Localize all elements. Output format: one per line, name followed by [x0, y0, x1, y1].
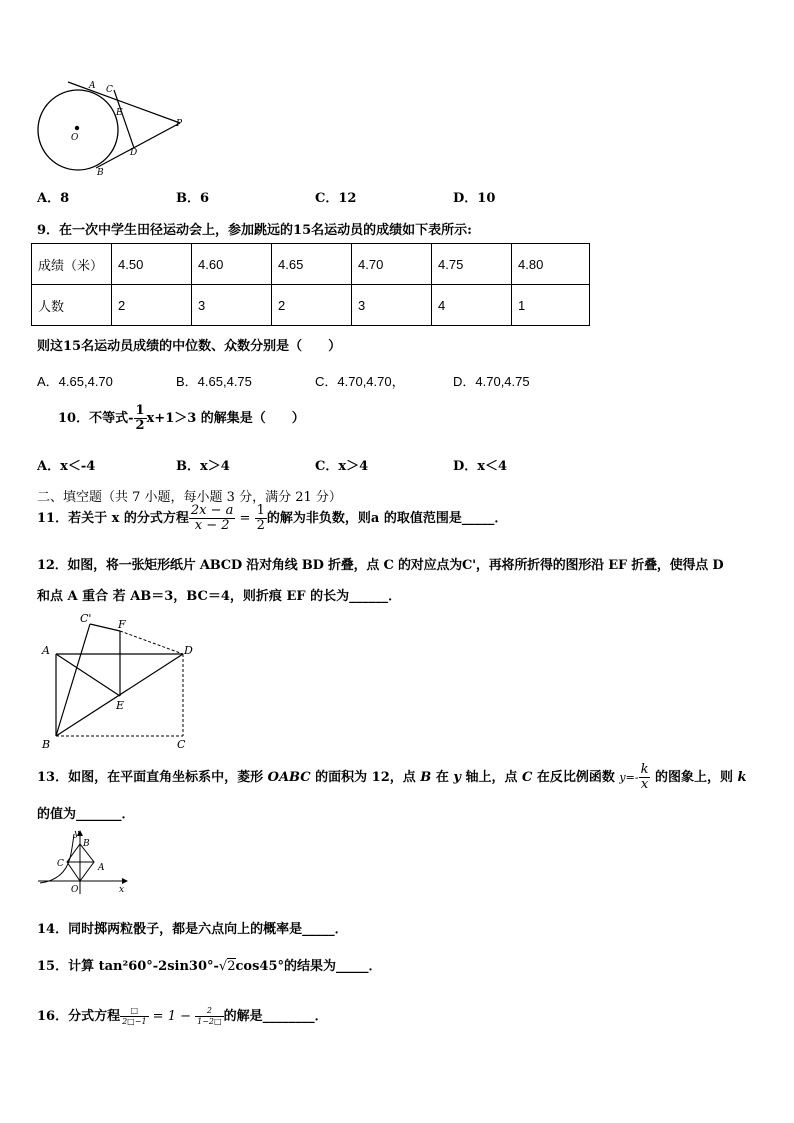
- q13-fn-prefix: y=-: [619, 771, 639, 784]
- q11-eq: =: [235, 511, 255, 526]
- table-cell: 4.70: [352, 244, 432, 285]
- q11-prefix: 11．若关于 x 的分式方程: [37, 511, 189, 526]
- q11-rhs-num: 1: [256, 503, 265, 518]
- q13-label-o: O: [71, 885, 79, 895]
- q13-point-b: B: [420, 770, 432, 785]
- q13-label-a: A: [98, 863, 105, 873]
- q15-prefix: 15．计算 tan²60°-2sin30°-: [37, 959, 219, 974]
- q13-text-c: 在: [431, 770, 454, 785]
- q8-label-d: D: [130, 148, 138, 158]
- q8-option-d: D．10: [453, 191, 496, 206]
- q13-axis-y: y: [453, 770, 461, 785]
- q11-lhs-den: x − 2: [194, 518, 230, 533]
- q8-circle-figure: [30, 76, 200, 178]
- q10-frac-den: 2: [135, 418, 145, 433]
- q12-label-a: A: [42, 644, 50, 657]
- table-cell: 4: [432, 285, 512, 326]
- table-cell: 3: [352, 285, 432, 326]
- q16-mid: = 1 −: [148, 1009, 196, 1024]
- q13-text-e: 在反比例函数: [532, 770, 620, 785]
- q13-text-a: 13．如图，在平面直角坐标系中，菱形: [37, 770, 268, 785]
- table-cell: 4.75: [432, 244, 512, 285]
- q13-label-x: x: [119, 885, 125, 895]
- q9-option-a: A．4.65,4.70: [37, 374, 113, 389]
- tangent-pb: [96, 123, 180, 168]
- q11-suffix: 的解为非负数，则a 的取值范围是_____．: [266, 511, 508, 526]
- q15-sqrt-value: 2: [227, 959, 236, 974]
- seg-ae: [56, 654, 120, 696]
- q16-lhs-fraction: [120, 1006, 148, 1027]
- q12-label-f: F: [118, 618, 126, 631]
- q12-line2: 和点 A 重合 若 AB＝3，BC＝4，则折痕 EF 的长为______．: [37, 589, 402, 604]
- table-cell: 4.65: [272, 244, 352, 285]
- q15-stem: [37, 955, 382, 974]
- q10-stem: [58, 404, 305, 433]
- q16-lhs-num: □: [120, 1006, 148, 1017]
- table-row: [32, 244, 590, 285]
- q13-oabc: OABC: [267, 770, 311, 785]
- seg-fd-dash: [120, 631, 183, 654]
- table-cell: 4.80: [512, 244, 590, 285]
- q12-label-b: B: [42, 738, 51, 751]
- q16-lhs-den: 2□−1: [122, 1017, 147, 1026]
- q15-suffix: cos45°的结果为_____．: [235, 959, 382, 974]
- q12-label-c1: C': [80, 612, 92, 625]
- seg-bc1: [56, 624, 90, 736]
- table-cell: 1: [512, 285, 590, 326]
- q13-label-y: y: [74, 829, 80, 839]
- q13-fraction: [639, 763, 651, 792]
- score-table: [31, 243, 590, 326]
- center-dot: [75, 126, 79, 130]
- q10-fraction: [134, 404, 147, 433]
- table-cell: 3: [192, 285, 272, 326]
- q11-lhs-fraction: [189, 504, 236, 533]
- q16-rhs-num: 2: [195, 1006, 223, 1017]
- q11-lhs-num: 2x − a: [190, 503, 234, 518]
- q13-point-c: C: [521, 770, 533, 785]
- q12-line1: 12．如图，将一张矩形纸片 ABCD 沿对角线 BD 折叠，点 C 的对应点为C'，再将所折得的图形沿 EF 折叠，使得点 D: [37, 558, 724, 573]
- q16-prefix: 16．分式方程: [37, 1009, 121, 1024]
- q8-label-a: A: [89, 81, 96, 91]
- q16-rhs-fraction: [195, 1006, 223, 1027]
- table-cell: 4.60: [192, 244, 272, 285]
- q13-frac-num: k: [640, 762, 649, 777]
- q12-rectangle-figure: [38, 612, 202, 752]
- q8-label-p: P: [176, 119, 183, 129]
- q16-suffix: 的解是________．: [223, 1009, 328, 1024]
- x-arrow: [122, 878, 128, 884]
- q9-option-c: C．4.70,4.70，: [315, 374, 405, 389]
- q13-frac-den: x: [640, 777, 649, 792]
- q8-label-c: C: [106, 85, 113, 95]
- q13-text-d: 轴上，点: [460, 770, 522, 785]
- table-cell: 2: [272, 285, 352, 326]
- q13-line1: [37, 763, 747, 792]
- q8-label-e: E: [116, 108, 123, 118]
- q9-option-b: B．4.65,4.75: [176, 374, 252, 389]
- q10-option-a: A．x＜-4: [37, 459, 96, 474]
- q10-prefix: 10．不等式-: [58, 411, 134, 426]
- q13-k: k: [737, 770, 747, 785]
- q13-label-b: B: [83, 839, 90, 849]
- q9-question: 则这15名运动员成绩的中位数、众数分别是（ ）: [37, 339, 342, 354]
- q10-frac-num: 1: [135, 403, 145, 418]
- table-cell: 人数: [32, 285, 112, 326]
- q10-suffix: x+1＞3 的解集是（ ）: [146, 411, 305, 426]
- q12-label-c: C: [177, 738, 186, 751]
- table-cell: 2: [112, 285, 192, 326]
- q13-text-b: 的面积为 12，点: [310, 770, 421, 785]
- q12-label-d: D: [184, 644, 193, 657]
- q12-label-e: E: [116, 699, 125, 712]
- circle-o: [38, 90, 118, 170]
- q13-line2: 的值为_______．: [37, 807, 135, 822]
- seg-c1f: [90, 624, 120, 631]
- table-row: [32, 285, 590, 326]
- q13-text-f: 的图象上，则: [650, 770, 738, 785]
- q10-option-d: D．x＜4: [453, 459, 508, 474]
- q13-label-c: C: [57, 859, 64, 869]
- q8-option-c: C．12: [315, 191, 357, 206]
- q8-option-a: A．8: [37, 191, 70, 206]
- q8-label-o: O: [71, 133, 79, 143]
- tangent-pa: [68, 82, 180, 123]
- q10-option-b: B．x＞4: [176, 459, 230, 474]
- q16-rhs-den: 1−2□: [197, 1017, 222, 1026]
- q9-stem: 9．在一次中学生田径运动会上，参加跳远的15名运动员的成绩如下表所示:: [37, 223, 472, 238]
- table-cell: 成绩（米）: [32, 244, 112, 285]
- q13-coordinate-figure: [36, 828, 132, 896]
- section-title: 二、填空题（共 7 小题，每小题 3 分，满分 21 分）: [37, 490, 342, 505]
- q14-stem: 14．同时掷两粒骰子，都是六点向上的概率是_____．: [37, 922, 348, 937]
- q9-option-d: D．4.70,4.75: [453, 374, 530, 389]
- q11-rhs-den: 2: [256, 518, 265, 533]
- sqrt-sign: √: [218, 959, 228, 974]
- table-cell: 4.50: [112, 244, 192, 285]
- q11-rhs-fraction: [255, 504, 267, 533]
- q11-stem: [37, 504, 507, 533]
- q8-option-b: B．6: [176, 191, 210, 206]
- q16-stem: [37, 1005, 328, 1027]
- q8-label-b: B: [97, 168, 104, 178]
- q10-option-c: C．x＞4: [315, 459, 369, 474]
